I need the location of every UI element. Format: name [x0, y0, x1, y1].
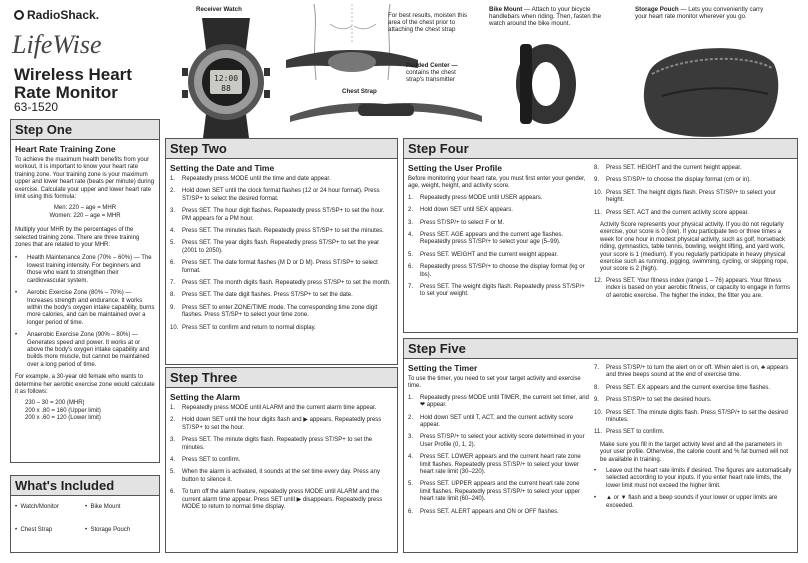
- step-item: 9. Press SET to enter ZONE/TIME mode. The corresponding time zone digit flashes. Press ST/SP+ to select your time zone.: [170, 304, 378, 319]
- chest-note-caption: For best results, moisten this area of the chest prior to attaching the chest strap: [388, 12, 468, 33]
- step-four-intro: Before monitoring your heart rate, you must first enter your gender, age, weight, height, and activity score.: [408, 176, 586, 190]
- step-item: 12. Press SET. Your fitness index (range 1 – 76) appears. Your fitness index is based on your aerobic fitness, or capacity to engage in forms of aerobic exercise. The higher the index, the fitter you are.: [594, 277, 791, 299]
- step-four-header: Step Four: [404, 139, 797, 159]
- step-item: 2. Hold down SET until T, ACT, and the current activity score appear.: [408, 414, 574, 429]
- step-item: 10. Press SET. The minute digits flash. Press ST/SP/+ to set the desired minutes.: [594, 409, 788, 424]
- included-item: • Bike Mount: [85, 504, 121, 510]
- lifewise-logo: LifeWise: [12, 30, 102, 59]
- example-calculation: 230 – 30 = 200 (MHR) 200 x .80 = 160 (Upper limit) 200 x .60 = 120 (Lower limit): [25, 400, 101, 422]
- step-item: 8. Press SET. The date digit flashes. Press ST/SP+ to set the date.: [170, 292, 353, 299]
- step-item: 7. Press ST/SP/+ to turn the alert on or off. When alert is on, ♣ appears and three beeps sound at the end of exercise time.: [594, 365, 789, 379]
- step-three-header: Step Three: [166, 368, 397, 388]
- zone-item: • Aerobic Exercise Zone (80% – 70%) — Increases strength and endurance. It works within the body's oxygen intake capability, burns more calories, and can be maintained over a longer period of time.: [15, 290, 155, 327]
- step-item: 6. Press SET. The date format flashes (M D or D M). Press ST/SP+ to select format.: [170, 260, 378, 274]
- step-five-intro: To use the timer, you need to set your target activity and exercise time.: [408, 376, 581, 390]
- model-number: 63-1520: [14, 100, 59, 114]
- step-one-intro: To achieve the maximum health benefits from your workout, it is important to know your heart rate training zone. Your training zone is your maximum upper and lower heart rate (beats per minute) during exercise. Calculate your upper and lower heart rate limit using this formula:: [15, 157, 155, 201]
- step-two-section: [165, 138, 398, 365]
- step-item: 3. Press ST/SP/+ to select F or M.: [408, 219, 505, 226]
- storage-pouch-caption: Storage Pouch — Lets you conveniently carry your heart rate monitor wherever you go.: [635, 6, 764, 20]
- timer-bullet: • Leave out the heart rate limits if desired. The figures are automatically selected according to your inputs. If you enter heart rate limits, the lower limit must not exceed the higher limit.: [594, 468, 793, 490]
- step-item: 2. Hold down SET until the hour digits flash and ▶ appears. Repeatedly press ST/SP+ to set the hour.: [170, 417, 382, 431]
- step-item: 2. Hold down SET until the clock format flashes (12 or 24 hour format). Press ST/SP+ to select the desired format.: [170, 188, 380, 202]
- step-item: 5. Press SET. The year digits flash. Repeatedly press ST/SP+ to set the year (2001 to 2050).: [170, 240, 380, 254]
- watch-display-bottom: 88: [221, 84, 231, 93]
- step-two-subtitle: Setting the Date and Time: [170, 163, 275, 173]
- activity-score-note: Activity Score represents your physical activity. If you do not regularly exercise, your score is 0 (low). If you participate two or three times a week for one hour in modest physical activity, such as golf, horseback riding, gymnastics, table tennis, bowling, weight lifting, and yard work, your score is 1 (medium). If you regularly participate in heavy physical exercise such as running, jogging, swimming, cycling, or skipping rope, your score is 2 (high).: [600, 222, 789, 273]
- receiver-watch-caption: Receiver Watch: [196, 6, 242, 13]
- whats-included-header: What's Included: [11, 476, 159, 496]
- included-item: • Watch/Monitor: [15, 504, 59, 510]
- padded-center-caption: Padded Center — contains the chest strap's transmitter: [406, 62, 458, 83]
- step-item: 11. Press SET to confirm.: [594, 429, 665, 436]
- zone-item: • Health Maintenance Zone (70% – 60%) — The lowest training intensity. For beginners and those who want to strengthen their cardiovascular system.: [15, 255, 155, 285]
- zone-item: • Anaerobic Exercise Zone (90% – 80%) — Generates speed and power. It works at or above the body's oxygen intake capability and builds more muscle, but cannot be maintained over a long period of time.: [15, 332, 155, 369]
- multiply-text: Multiply your MHR by the percentages of the selected training zone. There are three training zones that are related to your MHR:: [15, 227, 140, 249]
- step-five-section: [403, 338, 798, 553]
- bike-mount-image: [506, 38, 586, 130]
- step-five-subtitle: Setting the Timer: [408, 363, 478, 373]
- step-item: 4. Press SET. AGE appears and the current age flashes. Repeatedly press ST/SP/+ to select your age (5–99).: [408, 232, 564, 246]
- chest-strap-image: [286, 96, 486, 132]
- step-item: 7. Press SET. The month digits flash. Repeatedly press ST/SP+ to set the month.: [170, 280, 391, 287]
- step-item: 1. Repeatedly press MODE until TIMER, the current set timer, and ❤ appear.: [408, 394, 589, 409]
- included-item: • Storage Pouch: [85, 527, 131, 534]
- step-two-header: Step Two: [166, 139, 397, 159]
- step-three-section: [165, 367, 398, 553]
- storage-pouch-image: [636, 36, 786, 140]
- radioshack-logo-icon: [14, 10, 24, 20]
- step-one-subtitle: Heart Rate Training Zone: [15, 144, 116, 154]
- watch-display-top: 12:00: [213, 74, 239, 83]
- step-four-section: [403, 138, 798, 333]
- brand-name: RadioShack.: [27, 8, 100, 22]
- chest-strap-caption: Chest Strap: [342, 88, 377, 95]
- step-item: 4. Press SET to confirm.: [170, 457, 241, 464]
- step-item: 2. Hold down SET until SEX appears.: [408, 207, 513, 214]
- step-one-section: [10, 119, 160, 463]
- step-item: 1. Repeatedly press MODE until the time and date appear.: [170, 176, 331, 182]
- step-item: 5. When the alarm is activated, it sounds at the set time every day. Press any button to silence it.: [170, 469, 380, 483]
- step-one-header: Step One: [11, 120, 159, 140]
- product-title: Wireless Heart Rate Monitor: [14, 65, 132, 102]
- bike-mount-caption: Bike Mount — Attach to your bicycle handlebars when riding. Then, fasten the watch around the bike mount.: [489, 6, 602, 27]
- timer-note: Make sure you fill in the target activity level and all the parameters in your user profile. Otherwise, the calorie count and % fat burned will not be available in training.: [600, 441, 789, 463]
- timer-bullet: • ▲ or ▼ flash and a beep sounds if your lower or upper limits are exceeded.: [594, 495, 793, 510]
- step-three-subtitle: Setting the Alarm: [170, 392, 241, 402]
- step-item: 1. Repeatedly press MODE until USER appears.: [408, 194, 543, 201]
- step-item: 8. Press SET. EX appears and the current exercise time flashes.: [594, 384, 771, 391]
- formula-women: Women: 220 – age = MHR: [49, 212, 121, 219]
- example-text: For example, a 30-year old female who wants to determine her aerobic exercise zone would calculate it as follows:: [15, 374, 155, 395]
- included-item: • Chest Strap: [15, 527, 53, 534]
- step-item: 11. Press SET. ACT and the current activity score appear.: [594, 209, 749, 216]
- chest-strap-transmitter-image: [282, 44, 422, 80]
- step-item: 10. Press SET to confirm and return to normal display.: [170, 324, 316, 331]
- step-five-header: Step Five: [404, 339, 797, 359]
- step-item: 4. Press SET. LOWER appears and the current heart rate zone limit flashes. Repeatedly press ST/SP/+ to select your lower heart rate limit (30–220).: [408, 454, 581, 476]
- formula-men: Men: 220 – age = MHR: [53, 205, 117, 212]
- step-item: 9. Press ST/SP/+ to choose the display format (cm or in).: [594, 177, 751, 184]
- step-item: 3. Press SET. The hour digit flashes. Repeatedly press ST/SP+ to set the hour. PM appears for a PM hour.: [170, 208, 385, 222]
- step-item: 4. Press SET. The minutes flash. Repeatedly press ST/SP+ to set the minutes.: [170, 228, 384, 235]
- step-item: 6. Press SET. ALERT appears and ON or OFF flashes.: [408, 508, 559, 515]
- step-item: 5. Press SET. WEIGHT and the current weight appear.: [408, 251, 558, 258]
- step-item: 5. Press SET. UPPER appears and the current heart rate zone limit flashes. Repeatedly press ST/SP/+ to select your upper heart rate limit (60–240).: [408, 481, 580, 503]
- step-item: 6. Repeatedly press ST/SP/+ to choose the display format (kg or lbs).: [408, 264, 585, 278]
- receiver-watch-image: [172, 14, 280, 146]
- step-item: 1. Repeatedly press MODE until ALARM and the current alarm time appear.: [170, 405, 377, 411]
- step-item: 3. Press SET. The minute digits flash. Repeatedly press ST/SP+ to set the minutes.: [170, 437, 373, 451]
- step-item: 10. Press SET. The height digits flash. Press ST/SP/+ to select your height.: [594, 189, 776, 204]
- step-item: 7. Press SET. The weight digits flash. Repeatedly press ST/SP/+ to set your weight.: [408, 284, 585, 298]
- step-item: 9. Press ST/SP/+ to set the desired hours.: [594, 397, 712, 404]
- whats-included-section: [10, 475, 160, 553]
- step-item: 3. Press ST/SP/+ to select your activity score determined in your User Profile (0, 1, 2).: [408, 434, 585, 448]
- brand-logo: [14, 8, 99, 22]
- step-item: 8. Press SET. HEIGHT and the current height appear.: [594, 165, 742, 171]
- step-four-subtitle: Setting the User Profile: [408, 163, 502, 173]
- step-item: 6. To turn off the alarm feature, repeatedly press MODE until ALARM and the current alarm time appear. Press SET until ▶ disappears. Repeatedly press MODE to return to normal time display.: [170, 489, 383, 511]
